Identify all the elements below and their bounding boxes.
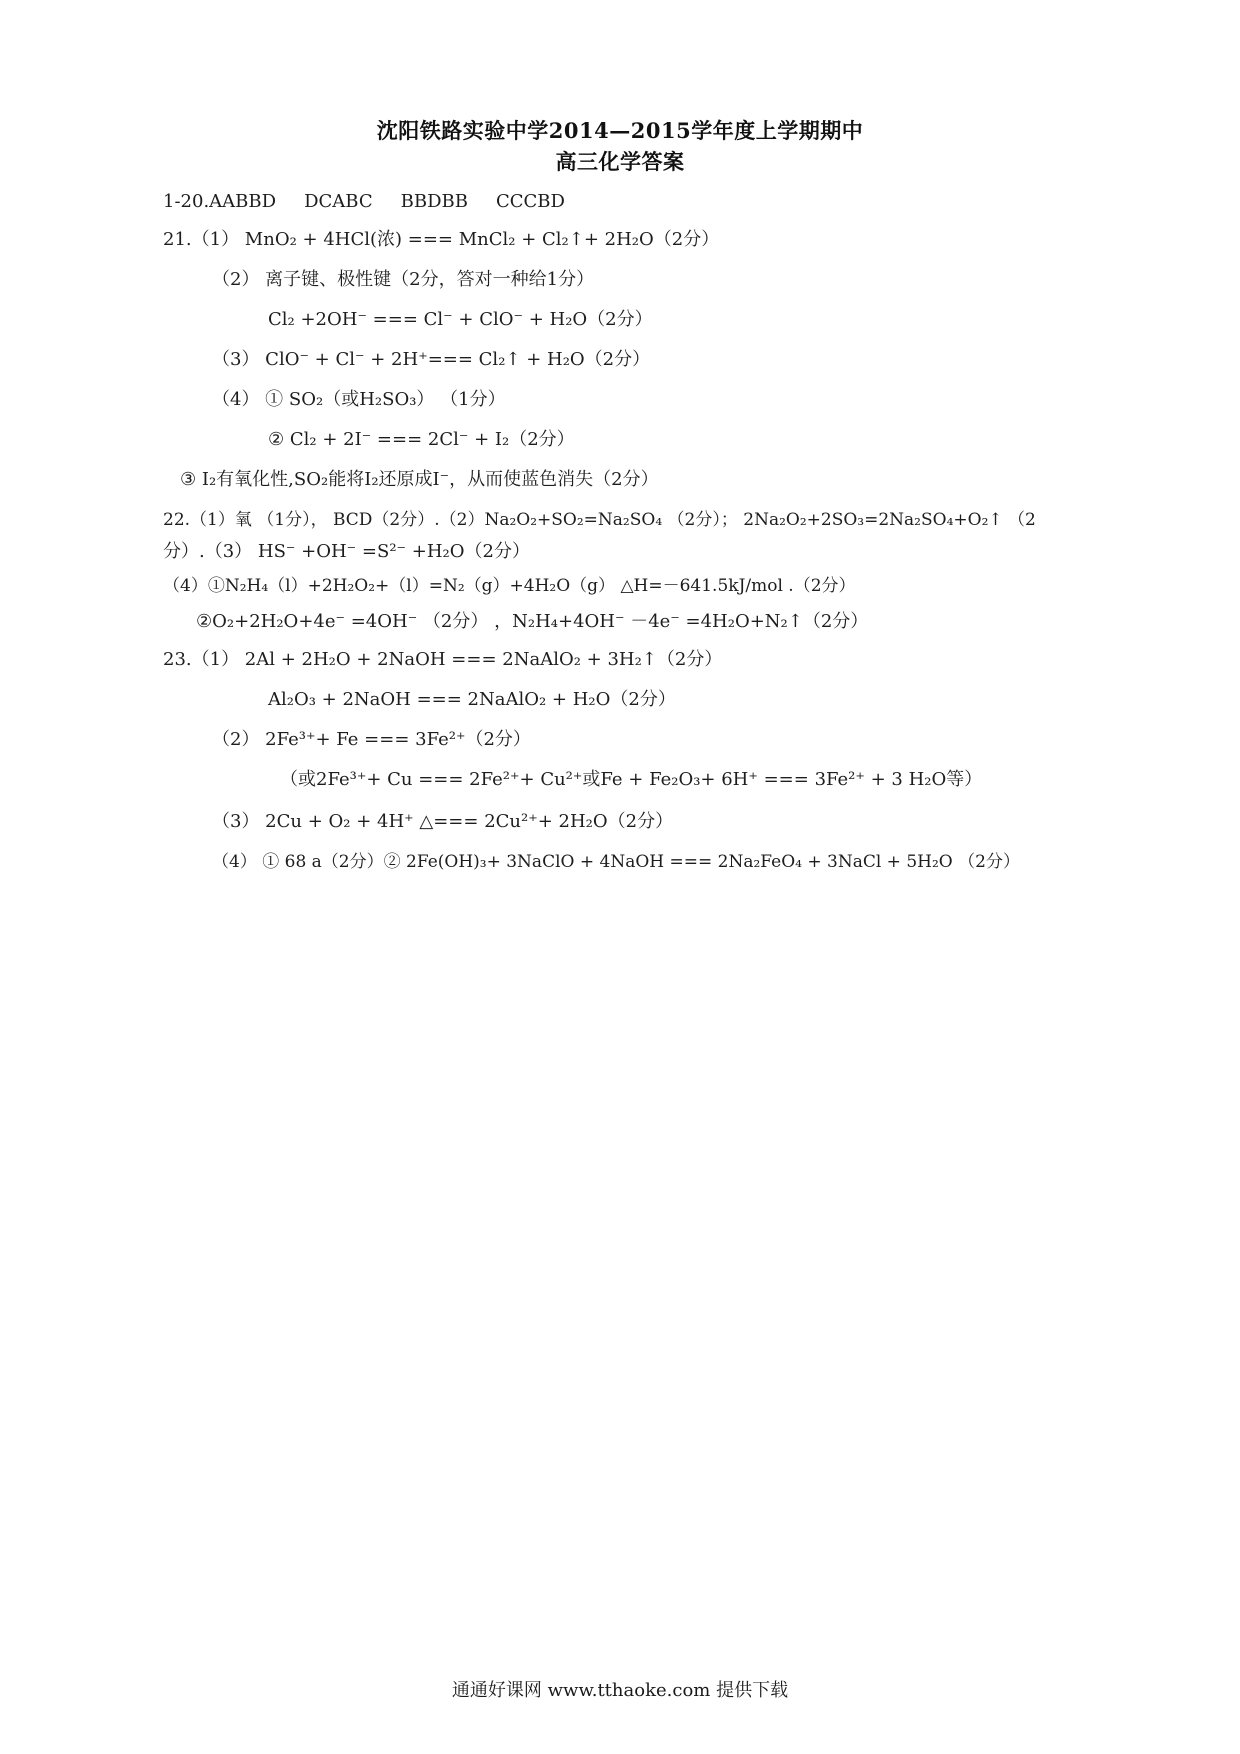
q21-part1: 21.（1） MnO₂ + 4HCl(浓) === MnCl₂ + Cl₂↑+ 2H₂O（2分）	[163, 229, 720, 250]
q22-line3: （4）①N₂H₄（l）+2H₂O₂+（l）=N₂（g）+4H₂O（g） △H=－641.5kJ/mol .（2分）	[163, 576, 856, 596]
q21-part3: （3） ClO⁻ + Cl⁻ + 2H⁺=== Cl₂↑ + H₂O（2分）	[212, 349, 651, 370]
q21-part4: （4） ① SO₂（或H₂SO₃） （1分）	[212, 389, 506, 410]
choice-group-4: CCCBD	[495, 191, 565, 212]
q23-part1-equation: Al₂O₃ + 2NaOH === 2NaAlO₂ + H₂O（2分）	[268, 689, 676, 710]
choice-group-3: BBDBB	[400, 191, 468, 212]
q23-part3: （3） 2Cu + O₂ + 4H⁺ △=== 2Cu²⁺+ 2H₂O（2分）	[212, 811, 674, 832]
page-footer: 通通好课网 www.tthaoke.com 提供下载	[451, 1680, 789, 1701]
page-subtitle: 高三化学答案	[555, 149, 685, 174]
q23-part1: 23.（1） 2Al + 2H₂O + 2NaOH === 2NaAlO₂ + 3H₂↑（2分）	[163, 649, 723, 670]
q22-line4: ②O₂+2H₂O+4e⁻ =4OH⁻ （2分） ，N₂H₄+4OH⁻ －4e⁻ =4H₂O+N₂↑（2分）	[196, 611, 869, 632]
q21-part2: （2） 离子键、极性键（2分，答对一种给1分）	[212, 269, 595, 290]
choice-answers	[163, 190, 565, 214]
q21-part2-equation: Cl₂ +2OH⁻ === Cl⁻ + ClO⁻ + H₂O（2分）	[268, 309, 653, 330]
choice-group-2: DCABC	[304, 191, 373, 212]
q22-line1: 22.（1）氧 （1分）， BCD（2分）.（2）Na₂O₂+SO₂=Na₂SO₄ （2分）； 2Na₂O₂+2SO₃=2Na₂SO₄+O₂↑ （2	[163, 510, 1036, 530]
q23-part4: （4） ① 68 a（2分）② 2Fe(OH)₃+ 3NaClO + 4NaOH === 2Na₂FeO₄ + 3NaCl + 5H₂O （2分）	[212, 852, 1020, 872]
q23-part2: （2） 2Fe³⁺+ Fe === 3Fe²⁺（2分）	[212, 729, 531, 750]
q22-line2: 分）.（3） HS⁻ +OH⁻ =S²⁻ +H₂O（2分）	[163, 541, 530, 562]
q23-part2-alternative: （或2Fe³⁺+ Cu === 2Fe²⁺+ Cu²⁺或Fe + Fe₂O₃+ 6H⁺ === 3Fe²⁺ + 3 H₂O等）	[280, 769, 983, 790]
choice-group-1: AABBD	[209, 191, 277, 212]
q21-part4-equation: ② Cl₂ + 2I⁻ === 2Cl⁻ + I₂（2分）	[268, 429, 575, 450]
q21-part4-explanation: ③ I₂有氧化性,SO₂能将I₂还原成I⁻，从而使蓝色消失（2分）	[180, 469, 659, 490]
choice-label: 1-20.	[163, 191, 210, 212]
page-title: 沈阳铁路实验中学2014—2015学年度上学期期中	[376, 118, 864, 143]
